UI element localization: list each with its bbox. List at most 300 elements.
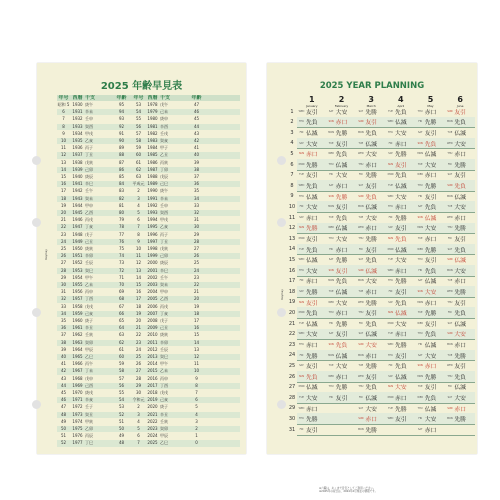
day-cell[interactable] [416, 297, 446, 308]
day-cell[interactable] [445, 233, 475, 244]
day-cell[interactable] [297, 329, 327, 340]
table-row [57, 354, 240, 360]
day-cell[interactable] [356, 350, 386, 361]
table-cell: 9 [137, 238, 140, 244]
day-cell[interactable] [416, 244, 446, 255]
day-cell[interactable] [327, 265, 357, 276]
table-cell: 56 [118, 382, 125, 388]
day-cell[interactable] [386, 127, 416, 138]
table-cell: 己卯 [85, 166, 93, 172]
day-cell[interactable] [445, 286, 475, 297]
day-cell[interactable] [297, 286, 327, 297]
day-cell[interactable] [445, 117, 475, 128]
day-cell[interactable] [297, 159, 327, 170]
day-cell[interactable] [386, 212, 416, 223]
table-row [57, 282, 240, 288]
day-cell[interactable] [297, 360, 327, 371]
table-cell: 23 [135, 339, 142, 345]
table-row [57, 426, 240, 432]
day-cell[interactable] [356, 403, 386, 414]
day-cell[interactable] [386, 392, 416, 403]
day-cell[interactable] [297, 382, 327, 393]
day-cell[interactable] [445, 318, 475, 329]
day-cell[interactable] [327, 339, 357, 350]
table-cell: 1965 [72, 354, 83, 359]
day-cell[interactable] [327, 170, 357, 181]
day-cell[interactable] [356, 233, 386, 244]
day-cell[interactable] [356, 223, 386, 234]
table-cell: 庚寅 [160, 332, 168, 338]
day-number: 11 [288, 214, 296, 221]
day-cell[interactable] [297, 307, 327, 318]
day-cell[interactable] [416, 191, 446, 202]
rokuyo-label: 仏滅 [365, 268, 377, 275]
day-cell[interactable] [327, 138, 357, 149]
rokuyo-label: 先負 [306, 374, 318, 381]
table-cell: 29 [60, 274, 67, 280]
weekday-label: SUN [298, 300, 305, 304]
day-cell[interactable] [386, 254, 416, 265]
day-cell[interactable] [297, 371, 327, 382]
day-cell[interactable] [445, 350, 475, 361]
month-header: 6 June [456, 95, 464, 108]
day-cell[interactable] [297, 424, 327, 435]
day-cell[interactable] [445, 106, 475, 117]
day-cell[interactable] [386, 371, 416, 382]
day-cell[interactable] [327, 212, 357, 223]
day-cell[interactable] [416, 148, 446, 159]
day-cell[interactable] [386, 180, 416, 191]
day-cell[interactable] [356, 307, 386, 318]
day-cell[interactable] [297, 106, 327, 117]
day-cell[interactable] [445, 138, 475, 149]
table-cell: 1988 [147, 174, 158, 179]
day-cell[interactable] [386, 117, 416, 128]
day-cell[interactable] [327, 180, 357, 191]
day-cell[interactable] [386, 170, 416, 181]
table-cell: 16 [193, 325, 200, 331]
table-cell: 壬申 [160, 202, 168, 208]
day-cell[interactable] [386, 350, 416, 361]
day-cell[interactable] [386, 244, 416, 255]
table-cell: 乙亥 [85, 138, 93, 143]
table-cell: 27 [135, 368, 142, 374]
day-cell[interactable] [356, 276, 386, 287]
day-cell[interactable] [445, 201, 475, 212]
day-cell[interactable] [297, 403, 327, 414]
weekday-label: SAT [358, 406, 364, 410]
table-cell: 83 [118, 188, 125, 194]
rokuyo-label: 大安 [454, 332, 466, 339]
day-cell[interactable] [445, 170, 475, 181]
rokuyo-label: 赤口 [365, 417, 377, 424]
day-cell[interactable] [416, 127, 446, 138]
table-cell: 1942 [72, 188, 83, 194]
table-cell: 癸巳 [160, 354, 168, 359]
day-cell[interactable] [356, 201, 386, 212]
table-cell: 24 [60, 238, 67, 244]
table-cell: 15 [135, 282, 142, 287]
day-cell[interactable] [445, 371, 475, 382]
table-cell: 85 [118, 174, 125, 179]
day-cell[interactable] [445, 424, 475, 435]
day-cell[interactable] [416, 106, 446, 117]
day-cell[interactable] [416, 382, 446, 393]
rokuyo-label: 大安 [365, 279, 377, 286]
table-cell: 2 [137, 404, 140, 410]
day-cell[interactable] [445, 413, 475, 424]
day-cell[interactable] [416, 159, 446, 170]
rokuyo-label: 大安 [365, 215, 377, 222]
day-cell[interactable] [327, 382, 357, 393]
table-cell: 1989 [147, 181, 158, 187]
day-cell[interactable] [356, 413, 386, 424]
day-cell[interactable] [327, 350, 357, 361]
table-cell: 43 [193, 130, 200, 136]
day-cell[interactable] [327, 201, 357, 212]
weekday-label: SAT [417, 130, 423, 134]
weekday-label: WED [417, 247, 424, 251]
rokuyo-label: 仏滅 [424, 342, 437, 349]
day-cell[interactable] [416, 424, 446, 435]
table-cell: 17 [60, 188, 67, 194]
day-cell[interactable] [356, 424, 386, 435]
day-cell[interactable] [297, 297, 327, 308]
weekday-label: SAT [328, 183, 334, 187]
table-row [57, 340, 240, 346]
day-number: 3 [290, 129, 294, 136]
day-cell[interactable] [327, 307, 357, 318]
day-cell[interactable] [416, 329, 446, 340]
day-cell[interactable] [445, 329, 475, 340]
day-cell[interactable] [386, 276, 416, 287]
rokuyo-label: 先勝 [395, 406, 407, 413]
day-cell[interactable] [297, 212, 327, 223]
table-cell: 1973 [72, 411, 83, 417]
day-cell[interactable] [356, 392, 386, 403]
day-cell[interactable] [327, 371, 357, 382]
day-cell[interactable] [386, 106, 416, 117]
table-cell: 1964 [72, 346, 83, 352]
day-cell[interactable] [327, 413, 357, 424]
weekday-label: THU [298, 342, 304, 346]
rokuyo-label: 赤口 [395, 395, 407, 402]
day-cell[interactable] [356, 138, 386, 149]
table-row [57, 145, 240, 151]
table-cell: 75 [118, 246, 125, 251]
day-cell[interactable] [445, 244, 475, 255]
day-cell[interactable] [445, 307, 475, 318]
rokuyo-label: 大安 [306, 205, 318, 212]
rokuyo-label: 赤口 [454, 152, 466, 159]
rokuyo-label: 友引 [335, 332, 348, 339]
weekday-label: TUE [447, 130, 453, 134]
weekday-label: THU [417, 406, 423, 410]
rokuyo-label: 先負 [424, 205, 437, 212]
day-cell[interactable] [386, 297, 416, 308]
rokuyo-label: 友引 [424, 258, 437, 265]
day-cell[interactable] [416, 170, 446, 181]
day-cell[interactable] [356, 360, 386, 371]
day-cell[interactable] [356, 371, 386, 382]
day-cell[interactable] [386, 403, 416, 414]
weekday-label: MON [357, 130, 364, 134]
day-cell[interactable] [297, 244, 327, 255]
day-cell[interactable] [416, 371, 446, 382]
rokuyo-label: 先勝 [365, 427, 377, 434]
weekday-label: SAT [447, 395, 453, 399]
day-cell[interactable] [297, 180, 327, 191]
day-cell[interactable] [416, 413, 446, 424]
day-cell[interactable] [386, 307, 416, 318]
day-cell[interactable] [416, 138, 446, 149]
day-cell[interactable] [416, 350, 446, 361]
year-planning-title: 2025 YEAR PLANNING [319, 81, 425, 91]
day-cell[interactable] [356, 286, 386, 297]
day-cell[interactable] [327, 191, 357, 202]
table-cell: 1999 [147, 253, 158, 259]
rokuyo-label: 友引 [454, 109, 466, 116]
table-cell: 40 [60, 354, 67, 359]
day-cell[interactable] [356, 254, 386, 265]
day-cell[interactable] [386, 413, 416, 424]
day-cell[interactable] [416, 233, 446, 244]
day-cell[interactable] [416, 307, 446, 318]
day-cell[interactable] [327, 392, 357, 403]
day-cell[interactable] [416, 117, 446, 128]
rokuyo-label: 仏滅 [424, 215, 437, 222]
table-cell: 乙巳 [85, 354, 93, 359]
punch-hole [32, 156, 41, 165]
day-cell[interactable] [297, 276, 327, 287]
day-cell[interactable] [356, 382, 386, 393]
table-cell: 丁巳 [85, 440, 93, 446]
day-cell[interactable] [356, 318, 386, 329]
day-cell[interactable] [356, 117, 386, 128]
table-row [57, 397, 240, 403]
weekday-label: SUN [387, 385, 394, 389]
weekday-label: THU [328, 162, 334, 166]
day-cell[interactable] [327, 148, 357, 159]
day-cell[interactable] [416, 318, 446, 329]
day-cell[interactable] [386, 329, 416, 340]
day-cell[interactable] [445, 297, 475, 308]
day-cell[interactable] [416, 212, 446, 223]
day-cell[interactable] [297, 265, 327, 276]
rokuyo-label: 赤口 [454, 342, 466, 349]
day-cell[interactable] [356, 244, 386, 255]
rokuyo-label: 大安 [365, 406, 377, 413]
day-cell[interactable] [386, 191, 416, 202]
day-cell[interactable] [327, 127, 357, 138]
day-cell[interactable] [386, 424, 416, 435]
day-cell[interactable] [327, 297, 357, 308]
table-cell: 20 [135, 318, 142, 323]
rokuyo-label: 赤口 [395, 205, 407, 212]
day-cell[interactable] [297, 413, 327, 424]
rokuyo-label: 赤口 [424, 427, 437, 434]
day-cell[interactable] [327, 117, 357, 128]
day-cell[interactable] [445, 159, 475, 170]
day-cell[interactable] [386, 223, 416, 234]
day-cell[interactable] [445, 212, 475, 223]
day-cell[interactable] [445, 403, 475, 414]
day-cell[interactable] [327, 159, 357, 170]
day-cell[interactable] [416, 403, 446, 414]
table-row [57, 116, 240, 122]
day-cell[interactable] [327, 223, 357, 234]
day-cell[interactable] [386, 360, 416, 371]
weekday-label: MON [328, 205, 335, 209]
day-cell[interactable] [297, 117, 327, 128]
day-cell[interactable] [445, 276, 475, 287]
weekday-label: THU [358, 236, 364, 240]
day-cell[interactable] [445, 392, 475, 403]
table-cell: 庚辰 [85, 174, 93, 179]
table-cell: 36 [60, 325, 67, 331]
day-cell[interactable] [356, 329, 386, 340]
rokuyo-label: 大安 [306, 395, 318, 402]
day-cell[interactable] [356, 106, 386, 117]
day-cell[interactable] [297, 318, 327, 329]
day-cell[interactable] [327, 318, 357, 329]
day-cell[interactable] [356, 297, 386, 308]
rokuyo-label: 大安 [454, 395, 466, 402]
day-cell[interactable] [356, 191, 386, 202]
day-cell[interactable] [297, 170, 327, 181]
day-cell[interactable] [297, 148, 327, 159]
rokuyo-label: 先勝 [335, 130, 348, 137]
day-cell[interactable] [386, 201, 416, 212]
day-cell[interactable] [327, 233, 357, 244]
table-cell: 13 [193, 346, 200, 352]
day-cell[interactable] [416, 286, 446, 297]
day-cell[interactable] [416, 339, 446, 350]
day-cell[interactable] [297, 191, 327, 202]
day-cell[interactable] [416, 201, 446, 212]
day-cell[interactable] [386, 159, 416, 170]
table-cell: 38 [193, 166, 200, 172]
day-cell[interactable] [416, 254, 446, 265]
day-cell[interactable] [386, 148, 416, 159]
day-cell[interactable] [327, 244, 357, 255]
rokuyo-label: 先負 [365, 321, 377, 328]
day-cell[interactable] [416, 360, 446, 371]
day-cell[interactable] [356, 148, 386, 159]
day-cell[interactable] [386, 339, 416, 350]
day-cell[interactable] [416, 223, 446, 234]
rokuyo-label: 先負 [454, 183, 466, 190]
day-number: 29 [288, 405, 296, 412]
day-cell[interactable] [297, 254, 327, 265]
day-cell[interactable] [416, 392, 446, 403]
table-cell: 38 [60, 339, 67, 345]
day-cell[interactable] [445, 339, 475, 350]
day-cell[interactable] [297, 138, 327, 149]
weekday-label: FRI [388, 289, 393, 293]
table-cell: 戊寅 [160, 246, 168, 251]
day-cell[interactable] [356, 127, 386, 138]
table-cell: 3 [195, 418, 198, 424]
day-cell[interactable] [445, 127, 475, 138]
day-cell[interactable] [297, 127, 327, 138]
day-cell[interactable] [386, 233, 416, 244]
table-cell: 59 [135, 145, 142, 151]
day-cell[interactable] [445, 265, 475, 276]
day-cell[interactable] [416, 265, 446, 276]
table-cell: 1962 [72, 332, 83, 338]
weekday-label: THU [447, 374, 453, 378]
day-cell[interactable] [386, 138, 416, 149]
table-cell: 癸卯 [160, 426, 168, 431]
day-cell[interactable] [386, 382, 416, 393]
table-cell: 2024 [147, 433, 158, 439]
day-cell[interactable] [445, 191, 475, 202]
weekday-label: FRI [418, 268, 423, 272]
punch-hole [32, 218, 41, 227]
day-cell[interactable] [327, 276, 357, 287]
day-cell[interactable] [356, 339, 386, 350]
table-cell: 14 [60, 166, 67, 172]
day-cell[interactable] [297, 339, 327, 350]
day-cell[interactable] [327, 360, 357, 371]
table-cell: 19 [135, 310, 142, 316]
day-cell[interactable] [445, 382, 475, 393]
day-cell[interactable] [445, 180, 475, 191]
day-cell[interactable] [327, 106, 357, 117]
rokuyo-label: 仏滅 [424, 406, 437, 413]
day-cell[interactable] [386, 286, 416, 297]
day-cell[interactable] [386, 318, 416, 329]
table-cell: 86 [118, 166, 125, 172]
table-cell: 2023 [147, 426, 158, 431]
day-cell[interactable] [297, 201, 327, 212]
table-cell: 1938 [72, 159, 83, 165]
rokuyo-label: 大安 [365, 152, 377, 159]
day-cell[interactable] [297, 350, 327, 361]
table-cell: 癸未 [160, 282, 168, 287]
day-cell[interactable] [327, 286, 357, 297]
day-cell[interactable] [416, 276, 446, 287]
day-cell[interactable] [327, 424, 357, 435]
table-cell: 壬辰 [85, 260, 93, 266]
day-cell[interactable] [445, 148, 475, 159]
day-cell[interactable] [297, 223, 327, 234]
day-cell[interactable] [356, 265, 386, 276]
table-cell: 7 [137, 224, 140, 230]
day-cell[interactable] [327, 254, 357, 265]
day-cell[interactable] [445, 360, 475, 371]
day-cell[interactable] [445, 254, 475, 265]
day-cell[interactable] [327, 403, 357, 414]
day-cell[interactable] [297, 392, 327, 403]
rokuyo-label: 仏滅 [306, 258, 318, 265]
table-cell: 90 [118, 138, 125, 143]
table-cell: 47 [60, 404, 67, 410]
day-cell[interactable] [327, 329, 357, 340]
day-cell[interactable] [386, 265, 416, 276]
day-cell[interactable] [445, 223, 475, 234]
day-cell[interactable] [356, 212, 386, 223]
weekday-label: MON [357, 205, 364, 209]
day-cell[interactable] [416, 180, 446, 191]
day-cell[interactable] [297, 233, 327, 244]
day-cell[interactable] [356, 159, 386, 170]
day-number: 25 [288, 362, 296, 369]
day-cell[interactable] [356, 180, 386, 191]
day-cell[interactable] [356, 170, 386, 181]
weekday-label: WED [357, 152, 364, 156]
